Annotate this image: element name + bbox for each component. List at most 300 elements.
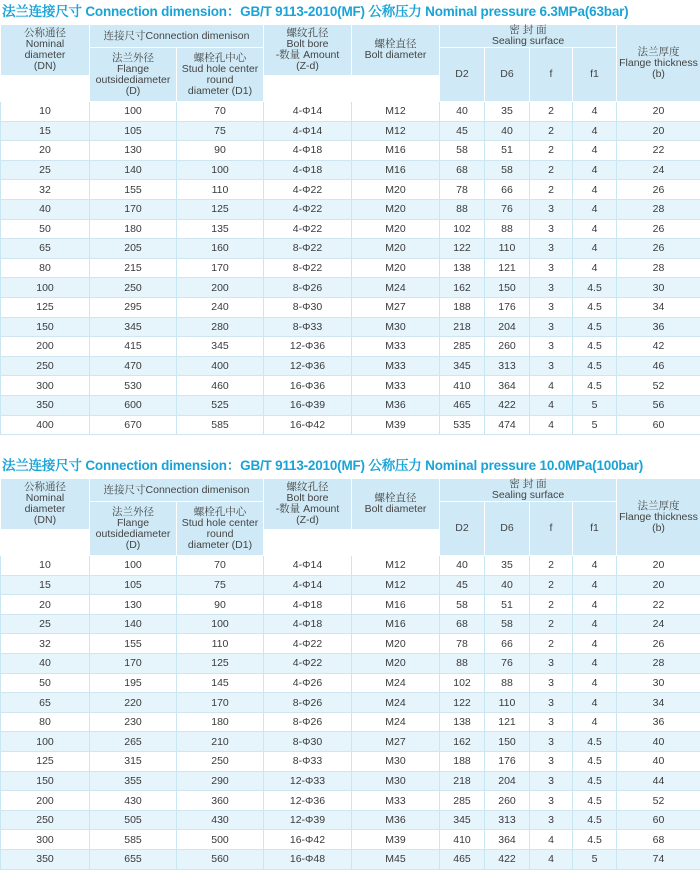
cell-d2: 465 <box>440 395 485 415</box>
header-bolt-diameter: 螺栓直径 Bolt diameter <box>352 25 440 76</box>
cell-f1: 4 <box>573 239 617 259</box>
cell-bolt-bore: 4-Φ22 <box>264 219 352 239</box>
cell-d2: 162 <box>440 278 485 298</box>
table-row <box>1 634 700 654</box>
cell-bolt-bore: 12-Φ36 <box>264 337 352 357</box>
cell-flange-od: 430 <box>90 791 177 811</box>
cell-f1: 4 <box>573 180 617 200</box>
cell-d6: 313 <box>485 356 530 376</box>
cell-bolt-diameter: M20 <box>352 258 440 278</box>
cell-bolt-diameter: M45 <box>352 850 440 870</box>
cell-flange-thickness: 36 <box>617 317 700 337</box>
cell-bolt-diameter: M20 <box>352 199 440 219</box>
table-row <box>1 102 700 122</box>
cell-f1: 4 <box>573 258 617 278</box>
cell-f1: 4 <box>573 160 617 180</box>
cell-f1: 4 <box>573 712 617 732</box>
cell-d2: 345 <box>440 810 485 830</box>
cell-flange-thickness: 60 <box>617 810 700 830</box>
cell-dn: 100 <box>1 278 90 298</box>
cell-bolt-bore: 16-Φ39 <box>264 395 352 415</box>
cell-flange-thickness: 42 <box>617 337 700 357</box>
cell-flange-thickness: 28 <box>617 258 700 278</box>
table-row <box>1 199 700 219</box>
cell-f1: 4 <box>573 634 617 654</box>
cell-d2: 68 <box>440 160 485 180</box>
cell-bolt-diameter: M33 <box>352 356 440 376</box>
table-row <box>1 337 700 357</box>
cell-f1: 4.5 <box>573 771 617 791</box>
table-row <box>1 654 700 674</box>
header-flange-thickness: 法兰厚度 Flange thickness (b) <box>617 25 700 102</box>
cell-flange-od: 205 <box>90 239 177 259</box>
cell-flange-od: 170 <box>90 199 177 219</box>
cell-f1: 4 <box>573 614 617 634</box>
cell-bolt-bore: 8-Φ26 <box>264 712 352 732</box>
cell-d6: 474 <box>485 415 530 435</box>
cell-f: 3 <box>530 752 573 772</box>
cell-d2: 465 <box>440 850 485 870</box>
cell-flange-od: 295 <box>90 297 177 317</box>
cell-d2: 122 <box>440 239 485 259</box>
cell-stud-hole-diameter: 90 <box>177 141 264 161</box>
cell-d6: 66 <box>485 180 530 200</box>
cell-d6: 176 <box>485 297 530 317</box>
cell-flange-od: 220 <box>90 693 177 713</box>
cell-f1: 4 <box>573 673 617 693</box>
cell-bolt-diameter: M12 <box>352 575 440 595</box>
cell-flange-od: 100 <box>90 556 177 576</box>
table-row <box>1 732 700 752</box>
cell-d6: 150 <box>485 278 530 298</box>
cell-d2: 138 <box>440 712 485 732</box>
cell-d2: 40 <box>440 556 485 576</box>
header-d2: D2 <box>440 502 485 556</box>
cell-dn: 25 <box>1 160 90 180</box>
table-header <box>1 25 700 102</box>
header-connection-dimension: 连接尺寸Connection dimenison <box>90 25 264 48</box>
table-row <box>1 121 700 141</box>
cell-dn: 350 <box>1 850 90 870</box>
cell-f: 3 <box>530 219 573 239</box>
cell-f: 2 <box>530 634 573 654</box>
cell-flange-od: 155 <box>90 634 177 654</box>
cell-bolt-diameter: M33 <box>352 791 440 811</box>
header-dn: 公称通径 Nominal diameter (DN) <box>1 25 90 76</box>
cell-stud-hole-diameter: 90 <box>177 595 264 615</box>
cell-f: 2 <box>530 614 573 634</box>
table-row <box>1 395 700 415</box>
cell-dn: 10 <box>1 556 90 576</box>
cell-f: 3 <box>530 239 573 259</box>
table-row <box>1 180 700 200</box>
cell-dn: 250 <box>1 810 90 830</box>
cell-dn: 80 <box>1 712 90 732</box>
cell-bolt-diameter: M39 <box>352 830 440 850</box>
cell-stud-hole-diameter: 135 <box>177 219 264 239</box>
cell-bolt-diameter: M16 <box>352 141 440 161</box>
cell-bolt-bore: 4-Φ22 <box>264 654 352 674</box>
cell-flange-thickness: 36 <box>617 712 700 732</box>
cell-bolt-diameter: M20 <box>352 239 440 259</box>
cell-f1: 4 <box>573 199 617 219</box>
table-row <box>1 219 700 239</box>
cell-f: 4 <box>530 850 573 870</box>
cell-f1: 4 <box>573 693 617 713</box>
cell-d2: 102 <box>440 673 485 693</box>
cell-d2: 45 <box>440 575 485 595</box>
cell-f: 4 <box>530 830 573 850</box>
cell-dn: 15 <box>1 575 90 595</box>
cell-d6: 76 <box>485 199 530 219</box>
cell-stud-hole-diameter: 460 <box>177 376 264 396</box>
cell-f: 3 <box>530 356 573 376</box>
cell-f: 2 <box>530 141 573 161</box>
cell-flange-thickness: 26 <box>617 239 700 259</box>
cell-bolt-bore: 4-Φ18 <box>264 160 352 180</box>
cell-dn: 15 <box>1 121 90 141</box>
cell-bolt-diameter: M16 <box>352 595 440 615</box>
cell-stud-hole-diameter: 200 <box>177 278 264 298</box>
cell-bolt-diameter: M24 <box>352 712 440 732</box>
cell-dn: 250 <box>1 356 90 376</box>
cell-d2: 218 <box>440 771 485 791</box>
cell-d2: 162 <box>440 732 485 752</box>
cell-stud-hole-diameter: 250 <box>177 752 264 772</box>
cell-f: 3 <box>530 258 573 278</box>
cell-stud-hole-diameter: 560 <box>177 850 264 870</box>
cell-bolt-bore: 4-Φ18 <box>264 141 352 161</box>
cell-flange-od: 250 <box>90 278 177 298</box>
cell-bolt-bore: 4-Φ18 <box>264 595 352 615</box>
header-flange-od: 法兰外径 Flange outsidediameter (D) <box>90 502 177 556</box>
cell-d6: 58 <box>485 614 530 634</box>
cell-flange-thickness: 30 <box>617 673 700 693</box>
cell-f: 3 <box>530 278 573 298</box>
table-section-100bar <box>0 454 700 870</box>
table-row <box>1 693 700 713</box>
cell-flange-thickness: 28 <box>617 199 700 219</box>
cell-d6: 422 <box>485 395 530 415</box>
cell-dn: 300 <box>1 376 90 396</box>
cell-stud-hole-diameter: 180 <box>177 712 264 732</box>
table-row <box>1 258 700 278</box>
cell-f1: 4 <box>573 121 617 141</box>
cell-stud-hole-diameter: 400 <box>177 356 264 376</box>
cell-flange-od: 130 <box>90 595 177 615</box>
cell-d6: 313 <box>485 810 530 830</box>
cell-f: 2 <box>530 160 573 180</box>
cell-dn: 100 <box>1 732 90 752</box>
cell-dn: 80 <box>1 258 90 278</box>
cell-f1: 4.5 <box>573 732 617 752</box>
cell-bolt-bore: 12-Φ39 <box>264 810 352 830</box>
cell-f: 3 <box>530 317 573 337</box>
cell-bolt-bore: 4-Φ14 <box>264 575 352 595</box>
table-row <box>1 239 700 259</box>
cell-flange-thickness: 20 <box>617 575 700 595</box>
cell-d6: 364 <box>485 376 530 396</box>
cell-d2: 45 <box>440 121 485 141</box>
cell-f1: 5 <box>573 415 617 435</box>
cell-flange-thickness: 20 <box>617 102 700 122</box>
cell-flange-thickness: 24 <box>617 160 700 180</box>
table-row <box>1 297 700 317</box>
cell-dn: 50 <box>1 673 90 693</box>
cell-flange-thickness: 40 <box>617 752 700 772</box>
cell-flange-thickness: 24 <box>617 614 700 634</box>
table-title: 法兰连接尺寸 Connection dimension：GB/T 9113-2010(MF) 公称压力 Nominal pressure 10.0MPa(100bar) <box>2 458 644 474</box>
cell-dn: 65 <box>1 239 90 259</box>
cell-d2: 58 <box>440 595 485 615</box>
cell-bolt-bore: 16-Φ42 <box>264 830 352 850</box>
cell-dn: 50 <box>1 219 90 239</box>
cell-d6: 40 <box>485 121 530 141</box>
cell-flange-od: 315 <box>90 752 177 772</box>
cell-f1: 4.5 <box>573 356 617 376</box>
header-f: f <box>530 48 573 102</box>
table-row <box>1 712 700 732</box>
table-row <box>1 141 700 161</box>
cell-dn: 300 <box>1 830 90 850</box>
cell-dn: 25 <box>1 614 90 634</box>
cell-f1: 4 <box>573 575 617 595</box>
cell-d6: 51 <box>485 141 530 161</box>
cell-bolt-diameter: M33 <box>352 337 440 357</box>
cell-dn: 350 <box>1 395 90 415</box>
header-flange-thickness: 法兰厚度 Flange thickness (b) <box>617 479 700 556</box>
cell-f: 2 <box>530 121 573 141</box>
cell-d2: 102 <box>440 219 485 239</box>
cell-bolt-diameter: M12 <box>352 102 440 122</box>
cell-stud-hole-diameter: 100 <box>177 614 264 634</box>
cell-f1: 4.5 <box>573 791 617 811</box>
cell-f1: 4.5 <box>573 278 617 298</box>
header-bolt-bore: 螺纹孔径 Bolt bore -数量 Amount (Z-d) <box>264 25 352 76</box>
cell-f1: 4 <box>573 556 617 576</box>
cell-dn: 200 <box>1 337 90 357</box>
table-row <box>1 415 700 435</box>
cell-stud-hole-diameter: 70 <box>177 102 264 122</box>
header-bolt-diameter: 螺栓直径 Bolt diameter <box>352 479 440 530</box>
cell-d6: 40 <box>485 575 530 595</box>
cell-dn: 125 <box>1 297 90 317</box>
cell-f: 3 <box>530 337 573 357</box>
header-stud-hole: 螺栓孔中心 Stud hole center round diameter (D1) <box>177 502 264 556</box>
cell-dn: 65 <box>1 693 90 713</box>
cell-flange-od: 265 <box>90 732 177 752</box>
header-f1: f1 <box>573 48 617 102</box>
cell-flange-od: 195 <box>90 673 177 693</box>
cell-stud-hole-diameter: 500 <box>177 830 264 850</box>
cell-bolt-diameter: M30 <box>352 752 440 772</box>
table-row <box>1 791 700 811</box>
cell-f: 3 <box>530 673 573 693</box>
cell-stud-hole-diameter: 280 <box>177 317 264 337</box>
cell-stud-hole-diameter: 430 <box>177 810 264 830</box>
cell-d6: 35 <box>485 102 530 122</box>
cell-stud-hole-diameter: 210 <box>177 732 264 752</box>
cell-d6: 204 <box>485 317 530 337</box>
header-d6: D6 <box>485 48 530 102</box>
cell-bolt-bore: 4-Φ14 <box>264 102 352 122</box>
cell-flange-od: 105 <box>90 575 177 595</box>
cell-bolt-diameter: M36 <box>352 810 440 830</box>
cell-flange-od: 585 <box>90 830 177 850</box>
cell-flange-od: 505 <box>90 810 177 830</box>
cell-d2: 345 <box>440 356 485 376</box>
header-dn: 公称通径 Nominal diameter (DN) <box>1 479 90 530</box>
cell-f1: 4.5 <box>573 317 617 337</box>
cell-bolt-diameter: M20 <box>352 654 440 674</box>
cell-dn: 32 <box>1 180 90 200</box>
cell-f: 2 <box>530 180 573 200</box>
cell-stud-hole-diameter: 170 <box>177 258 264 278</box>
cell-f1: 4 <box>573 219 617 239</box>
cell-stud-hole-diameter: 345 <box>177 337 264 357</box>
cell-bolt-diameter: M33 <box>352 376 440 396</box>
cell-d6: 121 <box>485 258 530 278</box>
cell-f1: 4.5 <box>573 752 617 772</box>
cell-flange-thickness: 20 <box>617 556 700 576</box>
cell-f1: 4.5 <box>573 297 617 317</box>
cell-dn: 125 <box>1 752 90 772</box>
cell-flange-od: 600 <box>90 395 177 415</box>
cell-f: 4 <box>530 395 573 415</box>
table-row <box>1 317 700 337</box>
cell-d2: 58 <box>440 141 485 161</box>
cell-flange-thickness: 40 <box>617 732 700 752</box>
cell-bolt-diameter: M27 <box>352 297 440 317</box>
cell-bolt-bore: 4-Φ18 <box>264 614 352 634</box>
cell-dn: 150 <box>1 317 90 337</box>
cell-d6: 58 <box>485 160 530 180</box>
cell-bolt-diameter: M24 <box>352 693 440 713</box>
cell-stud-hole-diameter: 360 <box>177 791 264 811</box>
cell-f1: 5 <box>573 850 617 870</box>
cell-bolt-bore: 4-Φ14 <box>264 556 352 576</box>
cell-d6: 88 <box>485 219 530 239</box>
cell-flange-thickness: 46 <box>617 356 700 376</box>
cell-f: 4 <box>530 415 573 435</box>
cell-flange-od: 355 <box>90 771 177 791</box>
cell-flange-thickness: 44 <box>617 771 700 791</box>
cell-d6: 150 <box>485 732 530 752</box>
cell-bolt-diameter: M20 <box>352 634 440 654</box>
cell-d2: 188 <box>440 297 485 317</box>
cell-d6: 204 <box>485 771 530 791</box>
cell-flange-od: 530 <box>90 376 177 396</box>
cell-bolt-bore: 8-Φ26 <box>264 693 352 713</box>
cell-d6: 66 <box>485 634 530 654</box>
table-row <box>1 771 700 791</box>
cell-d6: 260 <box>485 791 530 811</box>
cell-stud-hole-diameter: 585 <box>177 415 264 435</box>
cell-bolt-bore: 4-Φ26 <box>264 673 352 693</box>
cell-stud-hole-diameter: 160 <box>177 239 264 259</box>
cell-d6: 121 <box>485 712 530 732</box>
cell-d2: 410 <box>440 830 485 850</box>
cell-stud-hole-diameter: 75 <box>177 121 264 141</box>
cell-flange-thickness: 56 <box>617 395 700 415</box>
table-row <box>1 575 700 595</box>
cell-f1: 4.5 <box>573 810 617 830</box>
cell-f1: 4 <box>573 102 617 122</box>
cell-flange-thickness: 34 <box>617 693 700 713</box>
cell-flange-od: 180 <box>90 219 177 239</box>
cell-dn: 400 <box>1 415 90 435</box>
header-stud-hole: 螺栓孔中心 Stud hole center round diameter (D1) <box>177 48 264 102</box>
cell-d2: 188 <box>440 752 485 772</box>
cell-bolt-diameter: M30 <box>352 317 440 337</box>
cell-flange-thickness: 26 <box>617 180 700 200</box>
cell-d2: 88 <box>440 199 485 219</box>
cell-d2: 122 <box>440 693 485 713</box>
cell-d2: 78 <box>440 634 485 654</box>
cell-dn: 20 <box>1 595 90 615</box>
cell-d6: 51 <box>485 595 530 615</box>
cell-bolt-diameter: M27 <box>352 732 440 752</box>
cell-bolt-bore: 4-Φ22 <box>264 180 352 200</box>
cell-stud-hole-diameter: 525 <box>177 395 264 415</box>
cell-stud-hole-diameter: 145 <box>177 673 264 693</box>
cell-flange-od: 140 <box>90 160 177 180</box>
cell-flange-od: 105 <box>90 121 177 141</box>
cell-bolt-bore: 8-Φ22 <box>264 258 352 278</box>
cell-bolt-bore: 8-Φ30 <box>264 732 352 752</box>
table-section-63bar <box>0 0 700 435</box>
table-header <box>1 479 700 556</box>
cell-bolt-bore: 4-Φ22 <box>264 199 352 219</box>
cell-flange-thickness: 52 <box>617 791 700 811</box>
cell-f: 3 <box>530 810 573 830</box>
cell-flange-od: 130 <box>90 141 177 161</box>
cell-flange-od: 670 <box>90 415 177 435</box>
cell-dn: 40 <box>1 654 90 674</box>
cell-d6: 260 <box>485 337 530 357</box>
cell-flange-thickness: 20 <box>617 121 700 141</box>
cell-d2: 78 <box>440 180 485 200</box>
cell-bolt-bore: 4-Φ22 <box>264 634 352 654</box>
cell-bolt-diameter: M12 <box>352 121 440 141</box>
header-sealing-surface: 密 封 面 Sealing surface <box>440 25 617 48</box>
cell-flange-thickness: 26 <box>617 219 700 239</box>
cell-bolt-diameter: M20 <box>352 219 440 239</box>
cell-flange-od: 140 <box>90 614 177 634</box>
cell-stud-hole-diameter: 70 <box>177 556 264 576</box>
cell-d6: 364 <box>485 830 530 850</box>
cell-stud-hole-diameter: 125 <box>177 199 264 219</box>
table-row <box>1 810 700 830</box>
cell-d6: 76 <box>485 654 530 674</box>
cell-d2: 88 <box>440 654 485 674</box>
cell-f: 2 <box>530 575 573 595</box>
cell-bolt-diameter: M12 <box>352 556 440 576</box>
cell-stud-hole-diameter: 100 <box>177 160 264 180</box>
table-body <box>1 102 700 435</box>
cell-f: 3 <box>530 654 573 674</box>
cell-f1: 4 <box>573 654 617 674</box>
cell-dn: 32 <box>1 634 90 654</box>
table-row <box>1 673 700 693</box>
cell-bolt-bore: 16-Φ48 <box>264 850 352 870</box>
cell-f: 3 <box>530 732 573 752</box>
cell-flange-od: 155 <box>90 180 177 200</box>
table-row <box>1 160 700 180</box>
cell-bolt-diameter: M20 <box>352 180 440 200</box>
cell-d2: 40 <box>440 102 485 122</box>
cell-dn: 150 <box>1 771 90 791</box>
